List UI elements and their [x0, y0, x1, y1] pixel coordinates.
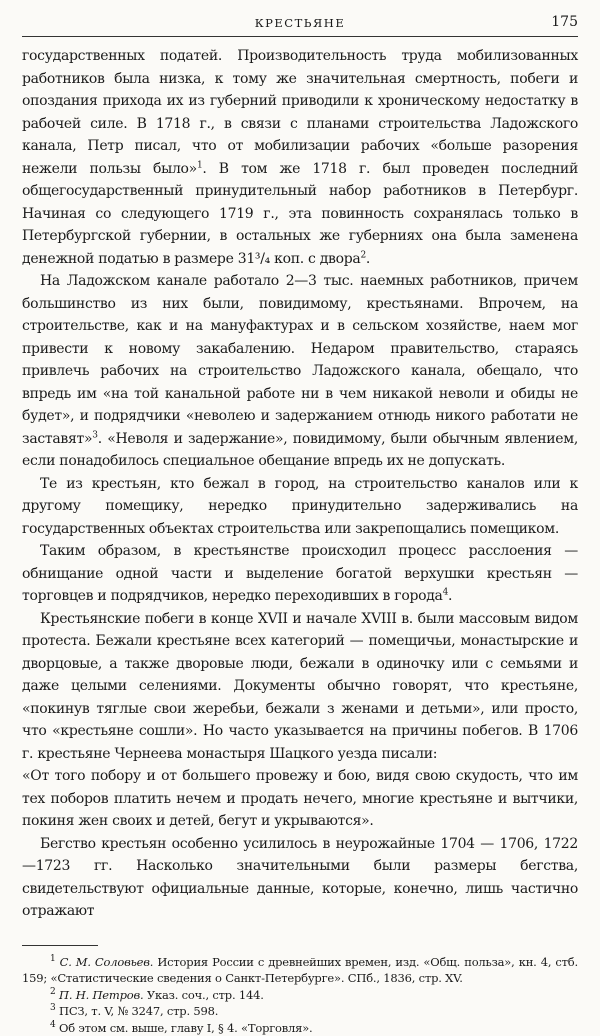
footnote-number: 2	[50, 987, 56, 997]
footnote-author: С. М. Соловьев.	[60, 955, 154, 969]
page-number: 175	[551, 14, 578, 30]
paragraph-text: .	[448, 588, 452, 604]
running-head	[22, 10, 578, 37]
paragraph-text: «От того побору и от большего провежу и бою, видя свою скудость, что им тех поборов платить нечем и продать нечего, многие крестьяне и вытчики, покиня жен своих и детей, бегут и укрываются».	[22, 768, 578, 829]
paragraph	[22, 608, 578, 766]
footnote	[22, 987, 578, 1004]
footnote	[22, 1003, 578, 1020]
footnote-text: ПСЗ, т. V, № 3247, стр. 598.	[59, 1004, 218, 1018]
paragraph-text: Те из крестьян, кто бежал в город, на строительство каналов или к другому помещику, нередко принудительно задерживались на государственных объектах строительства или закрепощались помещиком.	[22, 476, 578, 537]
paragraph-text: Таким образом, в крестьянстве происходил процесс расслоения — обнищание одной части и выделение богатой верхушки крестьян — торговцев и подрядчиков, нередко переходивших в города	[22, 543, 578, 604]
footnote-ref: 3	[92, 430, 97, 440]
footnote-text: Об этом см. выше, главу I, § 4. «Торговля».	[59, 1021, 313, 1035]
paragraph	[22, 473, 578, 541]
body-text	[22, 45, 578, 923]
paragraph-text: Бегство крестьян особенно усилилось в неурожайные 1704 — 1706, 1722—1723 гг. Насколько значительными были размеры бегства, свидетельствуют официальные данные, которые, конечно, лишь частично отражают	[22, 836, 578, 920]
footnote-text: Указ. соч., стр. 144.	[147, 988, 264, 1002]
paragraph	[22, 765, 578, 833]
footnotes	[22, 954, 578, 1036]
footnote-ref: 4	[443, 587, 448, 597]
footnote-number: 3	[50, 1003, 56, 1013]
footnote-author: П. Н. Петров.	[59, 988, 143, 1002]
paragraph-text: государственных податей. Производительность труда мобилизованных работников была низка, к тому же значительная смертность, побеги и опоздания прихода их из губерний приводили к хроническому недостатку в рабочей силе. В 1718 г., в связи с планами строительства Ладожского канала, Петр писал, что от мобилизации рабочих «больше разорения нежели пользы было»	[22, 48, 578, 177]
footnote-ref: 2	[360, 250, 365, 260]
paragraph	[22, 45, 578, 270]
running-title: КРЕСТЬЯНЕ	[22, 16, 578, 30]
paragraph	[22, 833, 578, 923]
paragraph-text: .	[366, 251, 370, 267]
footnote-number: 4	[50, 1020, 56, 1030]
paragraph-text: Крестьянские побеги в конце XVII и начале XVIII в. были массовым видом протеста. Бежали крестьяне всех категорий — помещичьи, монастырские и дворцовые, а также дворовые люди, бежали в одиночку или с семьями и даже целыми селениями. Документы обычно говорят, что крестьяне, «покинув тяглые свои жеребьи, бежали з женами и детьми», или просто, что «крестьяне сошли». Но часто указывается на причины побегов. В 1706 г. крестьяне Чернеева монастыря Шацкого уезда писали:	[22, 611, 578, 762]
paragraph	[22, 540, 578, 608]
paragraph-text: . «Неволя и задержание», повидимому, были обычным явлением, если понадобилось специальное обещание впредь их не допускать.	[22, 431, 578, 470]
book-page	[22, 10, 578, 1036]
footnote-number: 1	[50, 954, 56, 964]
footnote-ref: 1	[197, 160, 202, 170]
paragraph	[22, 270, 578, 473]
footnote-divider	[22, 945, 98, 946]
footnote	[22, 954, 578, 987]
footnote-text: История России с древнейших времен, изд. «Общ. польза», кн. 4, стб. 159; «Статистические сведения о Санкт-Петербурге». СПб., 1836, стр. XV.	[22, 955, 578, 986]
footnote	[22, 1020, 578, 1036]
paragraph-text: На Ладожском канале работало 2—3 тыс. наемных работников, причем большинство из них были, повидимому, крестьянами. Впрочем, на строительстве, как и на мануфактурах и в сельском хозяйстве, наем мог привести к новому закабалению. Недаром правительство, стараясь привлечь рабочих на строительство Ладожского канала, обещало, что впредь им «на той канальной работе ни в чем никакой неволи и обиды не будет», и подрядчики «неволею и задержанием отнюдь никого работати не заставят»	[22, 273, 578, 447]
paragraph-text: . В том же 1718 г. был проведен последний общегосударственный принудительный набор работников в Петербург. Начиная со следующего 1719 г., эта повинность сохранялась только в Петербургской губернии, в остальных же губерниях она была заменена денежной податью в размере 31³/₄ коп. с двора	[22, 161, 578, 267]
